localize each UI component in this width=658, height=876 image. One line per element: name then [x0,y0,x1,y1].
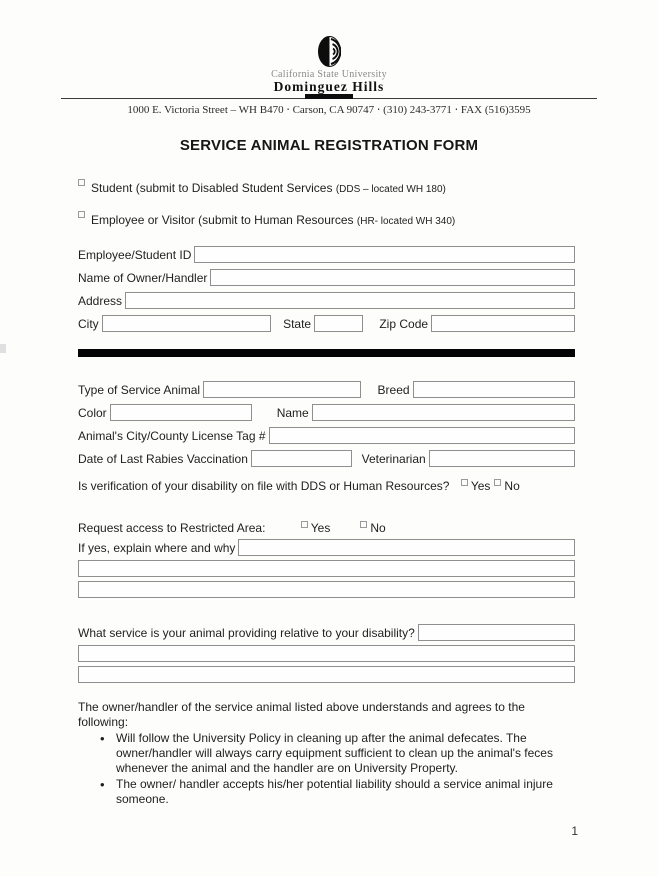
explain-label: If yes, explain where and why [78,541,236,555]
page-number: 1 [571,824,578,838]
verification-question: Is verification of your disability on file with DDS or Human Resources? [78,479,450,493]
license-tag-label: Animal's City/County License Tag # [78,429,266,443]
animal-type-label: Type of Service Animal [78,383,201,397]
rabies-date-label: Date of Last Rabies Vaccination [78,452,248,466]
verification-no-checkbox[interactable] [494,479,501,486]
employee-checkbox[interactable] [78,211,85,218]
verification-yes-label: Yes [470,479,491,493]
row-verification [78,477,575,495]
letterhead [0,0,658,116]
row-owner-name [78,269,575,286]
restricted-area-question: Request access to Restricted Area: [78,521,266,535]
agreement-intro: The owner/handler of the service animal listed above understands and agrees to the following: [78,700,525,729]
animal-name-label: Name [276,406,309,420]
breed-label: Breed [377,383,410,397]
zip-label: Zip Code [379,317,429,331]
scan-artifact [0,344,6,353]
state-label: State [283,317,312,331]
service-line-3-input[interactable] [78,666,575,683]
explain-line-3-input[interactable] [78,581,575,598]
row-type-breed [78,381,575,398]
verification-no-label: No [504,479,520,493]
agreement-block [78,700,575,807]
employee-option-label: Employee or Visitor (submit to Human Resources [91,213,354,227]
restricted-yes-label: Yes [310,521,331,535]
row-rabies-vet [78,450,575,467]
option-employee [78,211,575,230]
color-label: Color [78,406,107,420]
animal-name-input[interactable] [312,404,575,421]
animal-type-input[interactable] [203,381,360,398]
row-address [78,292,575,309]
service-input[interactable] [418,624,575,641]
row-city-state-zip [78,315,575,332]
veterinarian-label: Veterinarian [361,452,426,466]
page-title: SERVICE ANIMAL REGISTRATION FORM [179,137,479,154]
city-input[interactable] [102,315,271,332]
address-input[interactable] [125,292,575,309]
restricted-no-checkbox[interactable] [360,521,367,528]
verification-yes-checkbox[interactable] [461,479,468,486]
zip-input[interactable] [431,315,575,332]
row-explain [78,539,575,556]
campus-name: Dominguez Hills [273,79,385,94]
row-color-name [78,404,575,421]
service-question-label: What service is your animal providing relative to your disability? [78,626,415,640]
option-student [78,179,575,198]
color-input[interactable] [110,404,252,421]
address-line: 1000 E. Victoria Street – WH B470 ⋅ Carson, CA 90747 ⋅ (310) 243-3771 ⋅ FAX (516)3595 [127,104,531,116]
student-option-label: Student (submit to Disabled Student Services [91,181,333,195]
agreement-bullet-list [100,731,575,807]
breed-input[interactable] [413,381,575,398]
section-divider-bar [78,349,575,357]
csudh-logo-icon [318,36,341,67]
city-label: City [78,317,99,331]
owner-name-label: Name of Owner/Handler [78,271,208,285]
rabies-date-input[interactable] [251,450,352,467]
row-employee-id [78,246,575,263]
logo-underline-bar [305,94,353,99]
explain-input[interactable] [238,539,575,556]
university-name: California State University [271,69,387,80]
agreement-bullet-2: • The owner/ handler accepts his/her potential liability should a service animal injure someone. [100,777,575,807]
owner-name-input[interactable] [210,269,575,286]
employee-id-input[interactable] [194,246,575,263]
employee-id-label: Employee/Student ID [78,248,192,262]
restricted-no-label: No [370,521,386,535]
employee-option-note: (HR- located WH 340) [356,216,456,227]
row-restricted-area [78,519,575,537]
state-input[interactable] [314,315,363,332]
student-option-note: (DDS – located WH 180) [335,184,446,195]
agreement-bullet-1: • Will follow the University Policy in cleaning up after the animal defecates. The owner/handler will always carry equipment sufficient to clean up the animal's feces whenever the animal and the handler are on University Property. [100,731,575,776]
row-license-tag [78,427,575,444]
student-checkbox[interactable] [78,179,85,186]
license-tag-input[interactable] [269,427,576,444]
service-line-2-input[interactable] [78,645,575,662]
restricted-yes-checkbox[interactable] [301,521,308,528]
veterinarian-input[interactable] [429,450,575,467]
row-service [78,624,575,641]
explain-line-2-input[interactable] [78,560,575,577]
address-label: Address [78,294,123,308]
